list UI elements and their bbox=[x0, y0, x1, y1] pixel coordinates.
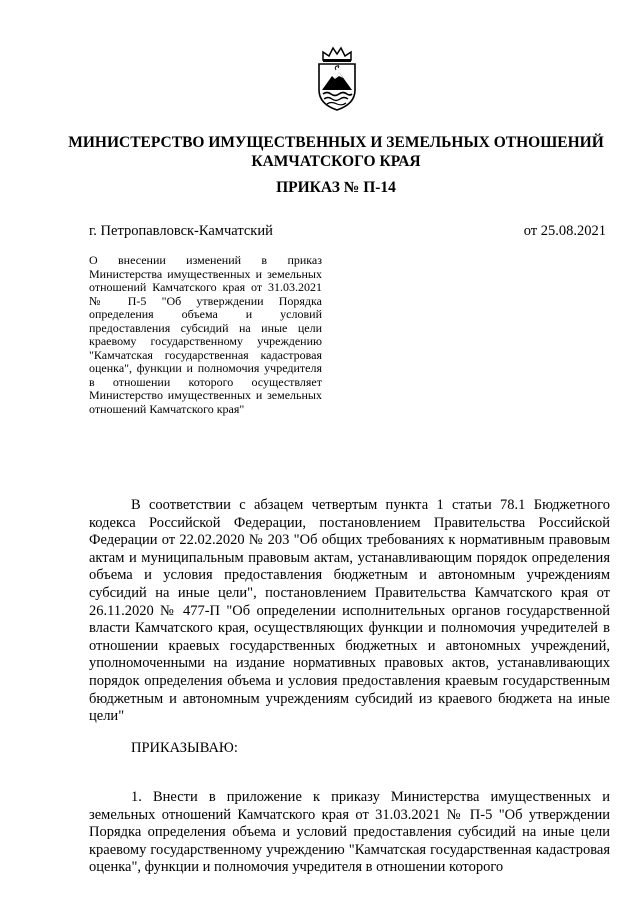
item-1-paragraph: 1. Внести в приложение к приказу Министерства имущественных и земельных отношений Камчатского края от 31.03.2021 № П-5 "Об утверждении Порядка определения объема и условий предоставления субсидий на иные цели краевому государственному учреждению "Камчатская государственная кадастровая оценка", функции и полномочия учредителя в отношении которого bbox=[89, 789, 610, 876]
order-date: от 25.08.2021 bbox=[523, 223, 606, 239]
preamble-paragraph: В соответствии с абзацем четвертым пункта 1 статьи 78.1 Бюджетного кодекса Российской Федерации, постановлением Правительства Российской Федерации от 22.02.2020 № 203 "Об общих требованиях к нормативным правовым актам и муниципальным правовым актам, устанавливающим порядок определения объема и условия предоставления бюджетным и автономным учреждениям субсидий на иные цели", постановлением Правительства Камчатского края от 26.11.2020 № 477-П "Об определении исполнительных органов государственной власти Камчатского края, осуществляющих функции и полномочия учредителей в отношении краевых государственных бюджетных и автономных учреждений, уполномоченными на издание нормативных правовых актов, устанавливающих порядок определения объема и условия предоставления краевым государственным бюджетным и автономным учреждениям субсидий из краевого бюджета на иные цели" bbox=[89, 497, 610, 725]
city-label: г. Петропавловск-Камчатский bbox=[89, 223, 273, 239]
ministry-heading: МИНИСТЕРСТВО ИМУЩЕСТВЕННЫХ И ЗЕМЕЛЬНЫХ ОТНОШЕНИЙ КАМЧАТСКОГО КРАЯ bbox=[68, 134, 604, 170]
kamchatka-coat-of-arms-icon bbox=[315, 46, 359, 112]
order-subject: О внесении изменений в приказ Министерства имущественных и земельных отношений Камчатского края от 31.03.2021 № П-5 "Об утверждении Порядка определения объема и условий предоставления субсидий на иные цели краевому государственному учреждению "Камчатская государственная кадастровая оценка", функции и полномочия учредителя в отношении которого осуществляет Министерство имущественных и земельных отношений Камчатского края" bbox=[89, 253, 322, 416]
prikazyvayu-label: ПРИКАЗЫВАЮ: bbox=[131, 740, 238, 756]
order-title: ПРИКАЗ № П-14 bbox=[276, 179, 396, 196]
